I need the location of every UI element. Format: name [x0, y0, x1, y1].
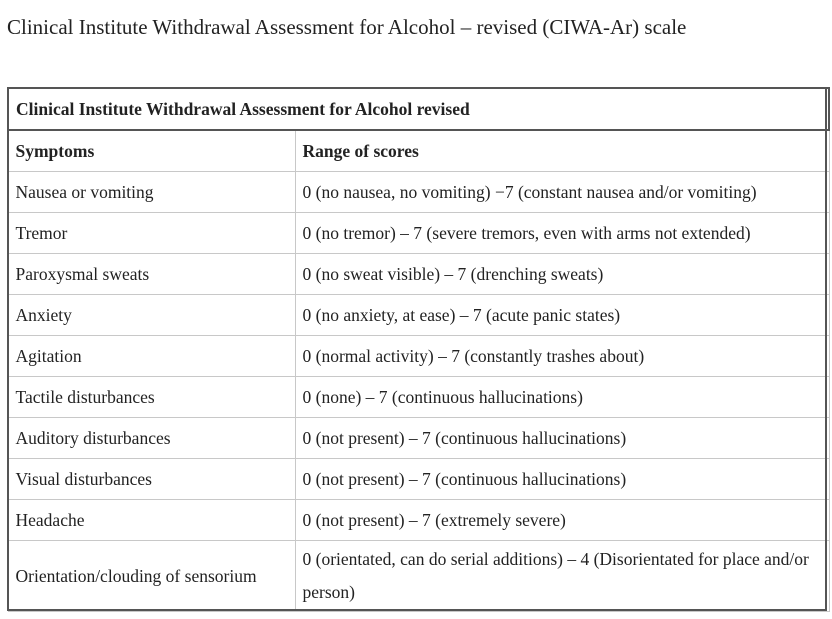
table-row — [8, 295, 829, 336]
score-range-cell: 0 (no sweat visible) – 7 (drenching sweats) — [295, 254, 829, 295]
table-row — [8, 541, 829, 612]
symptom-cell: Agitation — [8, 336, 295, 377]
score-range-cell: 0 (not present) – 7 (continuous hallucinations) — [295, 459, 829, 500]
table-caption-row — [8, 88, 829, 130]
header-symptoms: Symptoms — [8, 130, 295, 172]
score-range-cell: 0 (none) – 7 (continuous hallucinations) — [295, 377, 829, 418]
symptom-cell: Headache — [8, 500, 295, 541]
table-header-row — [8, 130, 829, 172]
header-range-of-scores: Range of scores — [295, 130, 829, 172]
symptom-cell: Auditory disturbances — [8, 418, 295, 459]
table-caption: Clinical Institute Withdrawal Assessment for Alcohol revised — [8, 88, 829, 130]
table-row — [8, 418, 829, 459]
score-range-cell: 0 (not present) – 7 (continuous hallucinations) — [295, 418, 829, 459]
score-range-cell: 0 (no nausea, no vomiting) −7 (constant nausea and/or vomiting) — [295, 172, 829, 213]
table-row — [8, 172, 829, 213]
table-row — [8, 254, 829, 295]
table-row — [8, 377, 829, 418]
table-row — [8, 459, 829, 500]
symptom-cell: Nausea or vomiting — [8, 172, 295, 213]
score-range-cell: 0 (normal activity) – 7 (constantly trashes about) — [295, 336, 829, 377]
ciwa-ar-table — [7, 87, 830, 612]
table-row — [8, 213, 829, 254]
symptom-cell: Tactile disturbances — [8, 377, 295, 418]
table-row — [8, 500, 829, 541]
symptom-cell: Paroxysmal sweats — [8, 254, 295, 295]
score-range-cell: 0 (no anxiety, at ease) – 7 (acute panic states) — [295, 295, 829, 336]
score-range-cell: 0 (no tremor) – 7 (severe tremors, even with arms not extended) — [295, 213, 829, 254]
symptom-cell: Visual disturbances — [8, 459, 295, 500]
page-title: Clinical Institute Withdrawal Assessment for Alcohol – revised (CIWA-Ar) scale — [7, 15, 687, 39]
score-range-cell: 0 (orientated, can do serial additions) – 4 (Disorientated for place and/or person) — [295, 541, 829, 612]
table-row — [8, 336, 829, 377]
symptom-cell: Tremor — [8, 213, 295, 254]
symptom-cell: Orientation/clouding of sensorium — [8, 541, 295, 612]
symptom-cell: Anxiety — [8, 295, 295, 336]
score-range-cell: 0 (not present) – 7 (extremely severe) — [295, 500, 829, 541]
